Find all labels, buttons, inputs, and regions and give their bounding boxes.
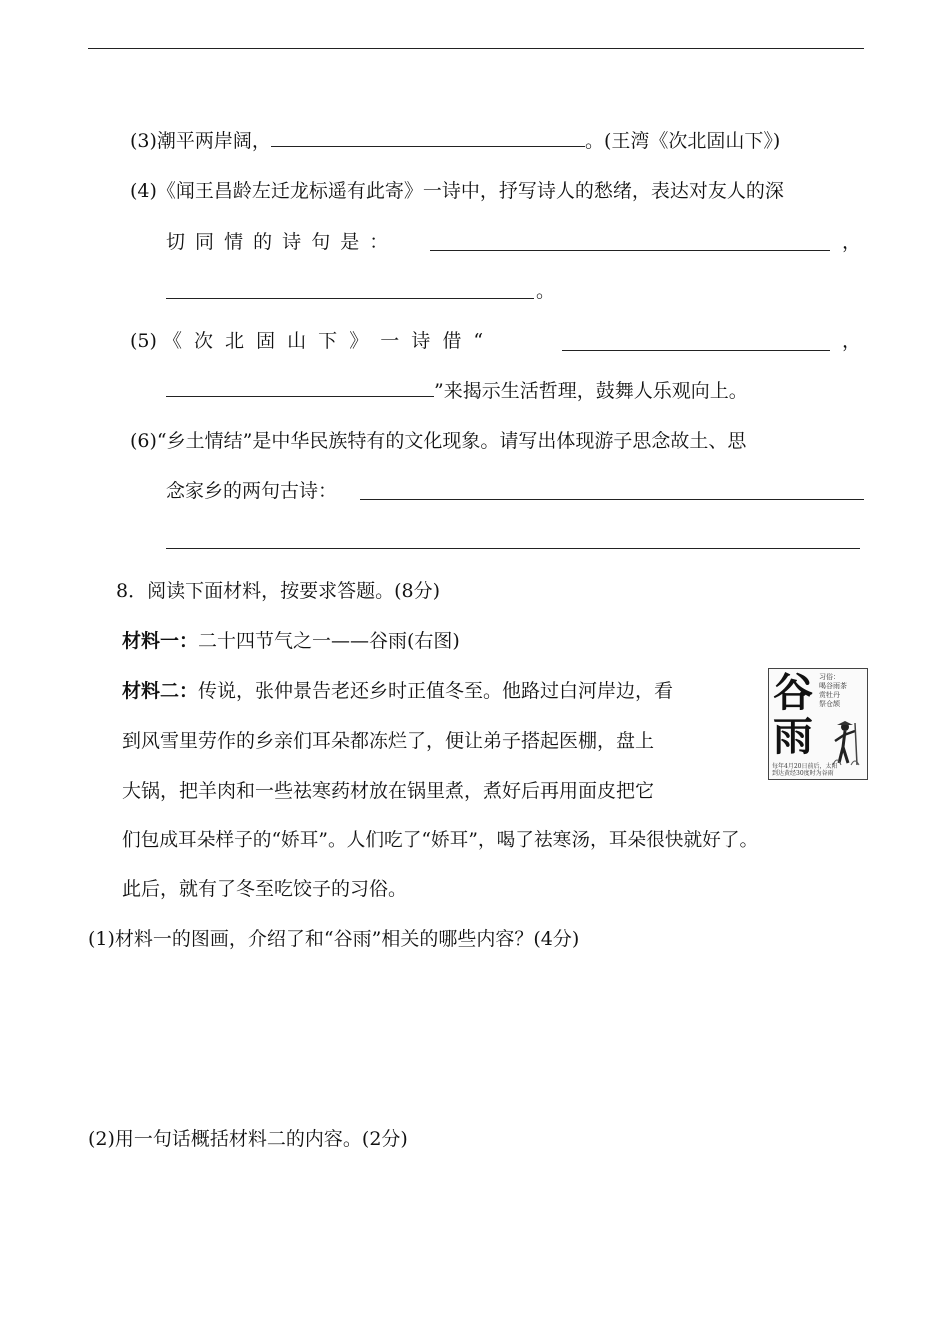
q7-item6-line2: [166, 478, 337, 504]
answer-blank[interactable]: [430, 250, 830, 251]
q7-item6-line1: [130, 428, 746, 454]
answer-blank[interactable]: [360, 499, 864, 500]
q8-sub1: (1)材料一的图画，介绍了和“谷雨”相关的哪些内容？(4分): [88, 928, 580, 950]
item-text: ”来揭示生活哲理，鼓舞人乐观向上。: [434, 380, 748, 402]
poster-note-line: 祭仓颉: [819, 700, 840, 708]
poster-title-char: 谷: [773, 669, 813, 716]
poster-note-line: 赏牡丹: [819, 691, 840, 699]
q7-item3: [130, 128, 780, 154]
answer-blank[interactable]: [166, 378, 434, 397]
q7-item5-line2: [166, 378, 748, 404]
poster-title: [773, 671, 813, 759]
item-text: “乡土情结”是中华民族特有的文化现象。请写出体现游子思念故土、思: [156, 430, 747, 452]
answer-blank[interactable]: [271, 128, 585, 147]
farmer-figure-icon: [829, 721, 863, 767]
answer-blank[interactable]: [562, 350, 830, 351]
item-text: 《闻王昌龄左迁龙标遥有此寄》一诗中，抒写诗人的愁绪，表达对友人的深: [156, 180, 784, 202]
material-two-line3: 大锅，把羊肉和一些祛寒药材放在锅里煮，煮好后再用面皮把它: [122, 780, 655, 802]
poster-note: [819, 673, 847, 709]
material-text: 二十四节气之一——谷雨(右图): [198, 630, 460, 652]
item-text: 念家乡的两句古诗：: [166, 480, 338, 502]
item-number: (4): [130, 180, 157, 202]
material-text: 传说，张仲景告老还乡时正值冬至。他路过白河岸边，看: [198, 680, 674, 702]
material-two-line5: 此后，就有了冬至吃饺子的习俗。: [122, 878, 408, 900]
comma: ，: [842, 231, 862, 253]
q7-item4-line2: [166, 229, 390, 255]
poster-caption-line: 每年4月20日前后，太阳: [772, 763, 838, 770]
material-label: 材料一：: [122, 630, 199, 652]
item-number: (3): [130, 130, 157, 152]
item-text: 《 次 北 固 山 下 》 一 诗 借 “: [162, 330, 487, 352]
comma: ，: [842, 330, 862, 352]
period: 。: [536, 280, 556, 302]
q7-item5-line1: [130, 328, 486, 354]
poster-note-line: 喝谷雨茶: [819, 682, 847, 690]
item-tail: 。(王湾《次北固山下》): [584, 130, 781, 152]
item-text: 切 同 情 的 诗 句 是 ：: [166, 231, 391, 253]
material-two-line4: 们包成耳朵样子的“娇耳”。人们吃了“娇耳”，喝了祛寒汤，耳朵很快就好了。: [122, 830, 759, 851]
material-label: 材料二：: [122, 680, 199, 702]
poster-caption: [772, 763, 837, 777]
header-rule: [88, 48, 864, 49]
poster-title-char: 雨: [773, 713, 813, 760]
item-number: (5): [130, 330, 157, 352]
material-one: [122, 628, 460, 654]
material-two-line1: [122, 678, 673, 704]
poster-caption-line: 到达黄经30度时为谷雨: [772, 770, 834, 777]
item-text: 潮平两岸阔，: [156, 130, 271, 152]
poster-note-line: 习俗：: [819, 673, 840, 681]
q7-item4-line1: [130, 178, 784, 204]
answer-blank[interactable]: [166, 298, 534, 299]
answer-blank[interactable]: [166, 548, 860, 549]
q8-heading: 8．阅读下面材料，按要求答题。(8分): [116, 580, 441, 602]
item-number: (6): [130, 430, 157, 452]
q8-sub2: (2)用一句话概括材料二的内容。(2分): [88, 1128, 408, 1150]
guyu-poster-image: [768, 668, 868, 780]
material-two-line2: 到风雪里劳作的乡亲们耳朵都冻烂了，便让弟子搭起医棚，盘上: [122, 730, 655, 752]
